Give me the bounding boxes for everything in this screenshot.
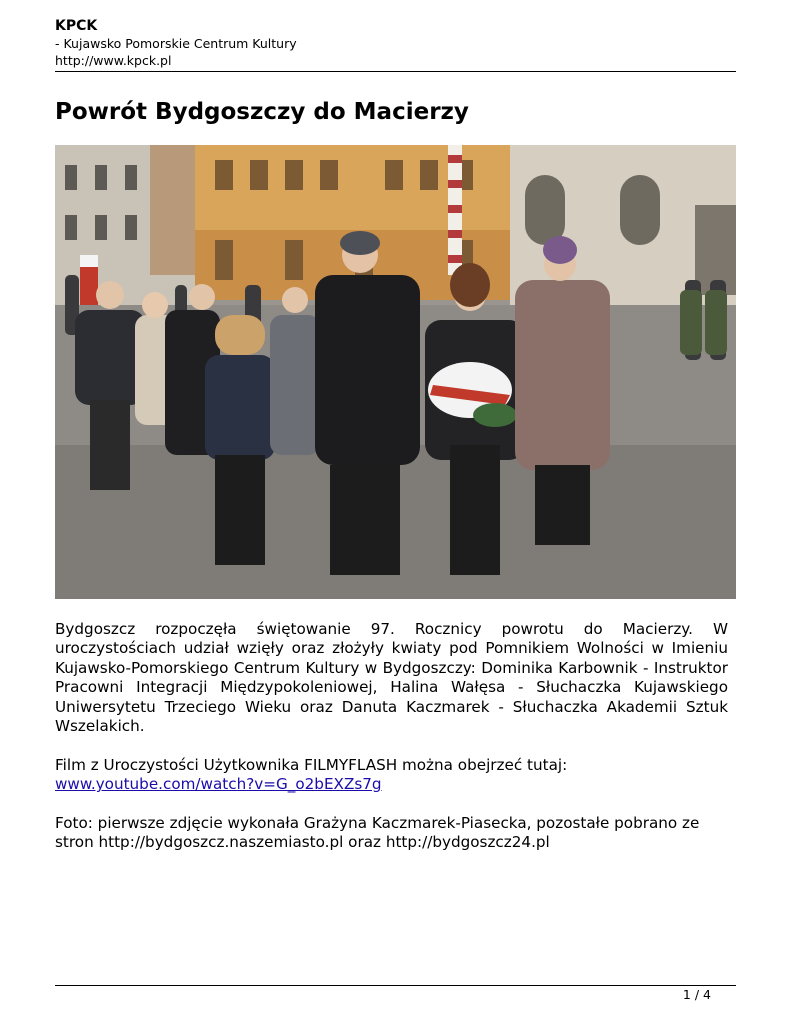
document-header [55,17,736,69]
site-name: KPCK [55,18,98,34]
page-number: 1 / 4 [682,987,711,1002]
film-paragraph [55,756,728,795]
page-title: Powrót Bydgoszczy do Macierzy [55,99,469,125]
photo-credit: Foto: pierwsze zdjęcie wykonała Grażyna Kaczmarek-Piasecka, pozostałe pobrano ze stron http://bydgoszcz.naszemiasto.pl oraz http://bydgoszcz24.pl [55,814,700,852]
youtube-link[interactable]: www.youtube.com/watch?v=G_o2bEXZs7g [55,775,382,794]
article-body [55,620,728,872]
site-url: http://www.kpck.pl [55,53,172,68]
header-divider [55,71,736,72]
footer-divider [55,985,736,986]
film-text: Film z Uroczystości Użytkownika FILMYFLASH można obejrzeć tutaj: [55,755,568,774]
article-photo [55,145,736,599]
site-subtitle: - Kujawsko Pomorskie Centrum Kultury [55,36,297,51]
article-paragraph: Bydgoszcz rozpoczęła świętowanie 97. Rocznicy powrotu do Macierzy. W uroczystościach udział wzięły oraz złożyły kwiaty pod Pomnikiem Wolności w Imieniu Kujawsko-Pomorskiego Centrum Kultury w Bydgoszczy: Dominika Karbownik - Instruktor Pracowni Integracji Międzypokoleniowej, Halina Wałęsa - Słuchaczka Kujawskiego Uniwersytetu Trzeciego Wieku oraz Danuta Kaczmarek - Słuchaczka Akademii Sztuk Wszelakich. [55,620,728,736]
